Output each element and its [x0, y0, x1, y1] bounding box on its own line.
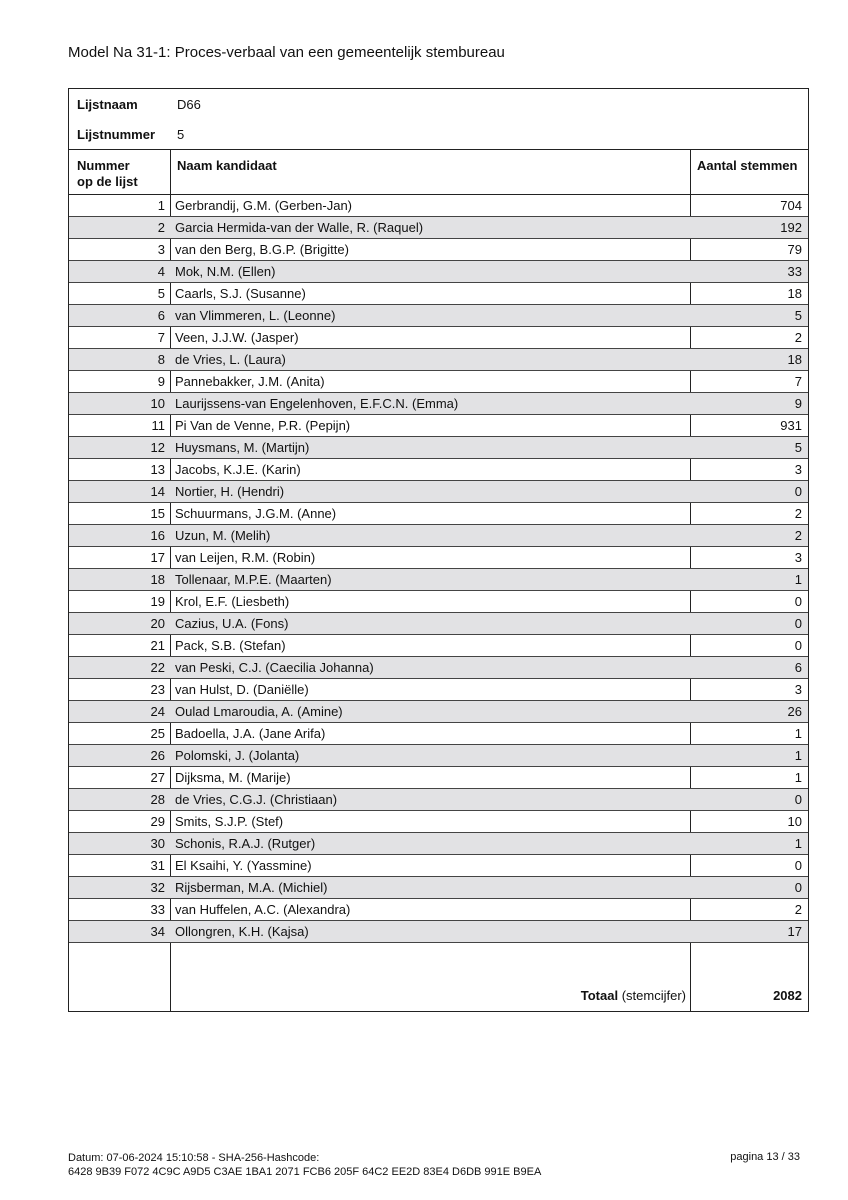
results-table: [68, 88, 809, 1012]
candidate-number: 33: [150, 902, 165, 917]
candidate-votes: 2: [794, 506, 802, 521]
candidate-number: 22: [150, 660, 165, 675]
candidate-name: Pannebakker, J.M. (Anita): [175, 374, 325, 389]
candidate-name: Cazius, U.A. (Fons): [175, 616, 289, 631]
table-row: [69, 481, 808, 503]
candidate-name: de Vries, L. (Laura): [175, 352, 286, 367]
candidate-name: Gerbrandij, G.M. (Gerben-Jan): [175, 198, 353, 213]
candidate-name: Huysmans, M. (Martijn): [175, 440, 310, 455]
table-row: [69, 789, 808, 811]
candidate-votes: 2: [794, 528, 802, 543]
table-row: [69, 679, 808, 701]
candidate-number: 26: [150, 748, 165, 763]
total-label: [581, 988, 686, 1003]
candidate-name: van Leijen, R.M. (Robin): [175, 550, 316, 565]
candidate-votes: 6: [794, 660, 802, 675]
candidate-number: 3: [157, 242, 165, 257]
candidate-name: Badoella, J.A. (Jane Arifa): [175, 726, 326, 741]
candidate-name: Laurijssens-van Engelenhoven, E.F.C.N. (Emma): [175, 396, 459, 411]
candidate-votes: 1: [794, 572, 802, 587]
candidate-votes: 2: [794, 902, 802, 917]
candidate-number: 12: [150, 440, 165, 455]
page-number: pagina 13 / 33: [730, 1151, 800, 1163]
candidate-votes: 79: [787, 242, 802, 257]
candidate-name: Pi Van de Venne, P.R. (Pepijn): [175, 418, 351, 433]
candidate-votes: 3: [794, 550, 802, 565]
footer-date-hash-label: Datum: 07-06-2024 15:10:58 - SHA-256-Hashcode:: [68, 1152, 320, 1164]
candidate-name: Schuurmans, J.G.M. (Anne): [175, 506, 337, 521]
column-header-name: Naam kandidaat: [177, 158, 277, 173]
candidate-votes: 9: [794, 396, 802, 411]
table-row: [69, 283, 808, 305]
candidate-number: 31: [150, 858, 165, 873]
table-row: [69, 261, 808, 283]
candidate-number: 1: [157, 198, 165, 213]
candidate-votes: 0: [794, 858, 802, 873]
list-number-value: 5: [177, 127, 185, 142]
candidate-number: 14: [150, 484, 165, 499]
candidate-votes: 0: [794, 792, 802, 807]
candidate-rows: [69, 195, 808, 943]
candidate-name: van Huffelen, A.C. (Alexandra): [175, 902, 351, 917]
table-row: [69, 349, 808, 371]
table-row: [69, 811, 808, 833]
candidate-name: van Peski, C.J. (Caecilia Johanna): [175, 660, 374, 675]
table-row: [69, 635, 808, 657]
table-row: [69, 305, 808, 327]
candidate-votes: 0: [794, 616, 802, 631]
candidate-number: 13: [150, 462, 165, 477]
candidate-votes: 2: [794, 330, 802, 345]
table-row: [69, 239, 808, 261]
candidate-number: 27: [150, 770, 165, 785]
candidate-number: 9: [157, 374, 165, 389]
candidate-number: 6: [157, 308, 165, 323]
candidate-name: Oulad Lmaroudia, A. (Amine): [175, 704, 343, 719]
table-row: [69, 459, 808, 481]
table-row: [69, 613, 808, 635]
table-row: [69, 547, 808, 569]
candidate-number: 2: [157, 220, 165, 235]
candidate-number: 32: [150, 880, 165, 895]
candidate-votes: 3: [794, 682, 802, 697]
candidate-number: 10: [150, 396, 165, 411]
candidate-votes: 7: [794, 374, 802, 389]
candidate-votes: 931: [780, 418, 802, 433]
table-row: [69, 767, 808, 789]
candidate-number: 29: [150, 814, 165, 829]
footer-hashcode: 6428 9B39 F072 4C9C A9D5 C3AE 1BA1 2071 FCB6 205F 64C2 EE2D 83E4 D6DB 991E B9EA: [68, 1166, 542, 1178]
candidate-votes: 5: [794, 440, 802, 455]
candidate-votes: 1: [794, 836, 802, 851]
table-row: [69, 503, 808, 525]
column-header-number: Nummer op de lijst: [77, 158, 138, 189]
document-title: Model Na 31-1: Proces-verbaal van een gemeentelijk stembureau: [68, 44, 505, 61]
candidate-number: 15: [150, 506, 165, 521]
candidate-number: 30: [150, 836, 165, 851]
list-name-value: D66: [177, 97, 201, 112]
candidate-votes: 10: [787, 814, 802, 829]
candidate-votes: 704: [780, 198, 802, 213]
table-row: [69, 393, 808, 415]
candidate-votes: 0: [794, 880, 802, 895]
candidate-name: de Vries, C.G.J. (Christiaan): [175, 792, 338, 807]
table-row: [69, 415, 808, 437]
candidate-name: van Vlimmeren, L. (Leonne): [175, 308, 336, 323]
candidate-name: Nortier, H. (Hendri): [175, 484, 285, 499]
candidate-number: 23: [150, 682, 165, 697]
table-row: [69, 569, 808, 591]
candidate-votes: 18: [787, 352, 802, 367]
table-row: [69, 899, 808, 921]
candidate-name: Veen, J.J.W. (Jasper): [175, 330, 299, 345]
total-value: 2082: [773, 988, 802, 1003]
candidate-votes: 17: [787, 924, 802, 939]
candidate-name: Rijsberman, M.A. (Michiel): [175, 880, 328, 895]
column-header-votes: Aantal stemmen: [697, 158, 798, 173]
table-row: [69, 327, 808, 349]
candidate-number: 19: [150, 594, 165, 609]
candidate-number: 25: [150, 726, 165, 741]
candidate-name: El Ksaihi, Y. (Yassmine): [175, 858, 312, 873]
table-row: [69, 833, 808, 855]
candidate-votes: 1: [794, 770, 802, 785]
table-row: [69, 701, 808, 723]
candidate-number: 20: [150, 616, 165, 631]
total-sublabel: (stemcijfer): [621, 988, 686, 1003]
candidate-votes: 1: [794, 726, 802, 741]
candidate-name: Garcia Hermida-van der Walle, R. (Raquel): [175, 220, 424, 235]
candidate-name: Mok, N.M. (Ellen): [175, 264, 276, 279]
candidate-number: 17: [150, 550, 165, 565]
candidate-name: Pack, S.B. (Stefan): [175, 638, 286, 653]
candidate-name: Caarls, S.J. (Susanne): [175, 286, 306, 301]
total-row: [69, 979, 808, 1011]
candidate-votes: 3: [794, 462, 802, 477]
candidate-name: Tollenaar, M.P.E. (Maarten): [175, 572, 332, 587]
table-row: [69, 921, 808, 943]
candidate-name: Schonis, R.A.J. (Rutger): [175, 836, 316, 851]
candidate-number: 5: [157, 286, 165, 301]
table-row: [69, 591, 808, 613]
candidate-votes: 18: [787, 286, 802, 301]
candidate-name: Polomski, J. (Jolanta): [175, 748, 300, 763]
table-row: [69, 525, 808, 547]
candidate-votes: 0: [794, 594, 802, 609]
candidate-votes: 26: [787, 704, 802, 719]
table-row: [69, 371, 808, 393]
candidate-name: van den Berg, B.G.P. (Brigitte): [175, 242, 349, 257]
candidate-votes: 0: [794, 638, 802, 653]
candidate-votes: 5: [794, 308, 802, 323]
table-row: [69, 855, 808, 877]
candidate-number: 34: [150, 924, 165, 939]
candidate-name: Jacobs, K.J.E. (Karin): [175, 462, 301, 477]
candidate-number: 21: [150, 638, 165, 653]
table-row: [69, 877, 808, 899]
candidate-votes: 1: [794, 748, 802, 763]
candidate-name: Dijksma, M. (Marije): [175, 770, 291, 785]
table-row: [69, 657, 808, 679]
candidate-number: 8: [157, 352, 165, 367]
total-label-bold: Totaal: [580, 988, 619, 1003]
list-name-label: Lijstnaam: [77, 97, 138, 112]
candidate-name: van Hulst, D. (Daniëlle): [175, 682, 309, 697]
candidate-votes: 0: [794, 484, 802, 499]
table-row: [69, 437, 808, 459]
candidate-name: Smits, S.J.P. (Stef): [175, 814, 284, 829]
footer-info: [68, 1151, 541, 1179]
candidate-number: 18: [150, 572, 165, 587]
table-row: [69, 217, 808, 239]
candidate-number: 4: [157, 264, 165, 279]
candidate-number: 16: [150, 528, 165, 543]
table-row: [69, 745, 808, 767]
candidate-number: 24: [150, 704, 165, 719]
candidate-number: 28: [150, 792, 165, 807]
candidate-votes: 192: [780, 220, 802, 235]
candidate-name: Krol, E.F. (Liesbeth): [175, 594, 290, 609]
candidate-votes: 33: [787, 264, 802, 279]
candidate-number: 11: [151, 418, 165, 433]
candidate-name: Ollongren, K.H. (Kajsa): [175, 924, 309, 939]
candidate-number: 7: [157, 330, 165, 345]
candidate-name: Uzun, M. (Melih): [175, 528, 271, 543]
list-number-label: Lijstnummer: [77, 127, 156, 142]
table-row: [69, 195, 808, 217]
header-divider: [69, 149, 808, 150]
table-row: [69, 723, 808, 745]
